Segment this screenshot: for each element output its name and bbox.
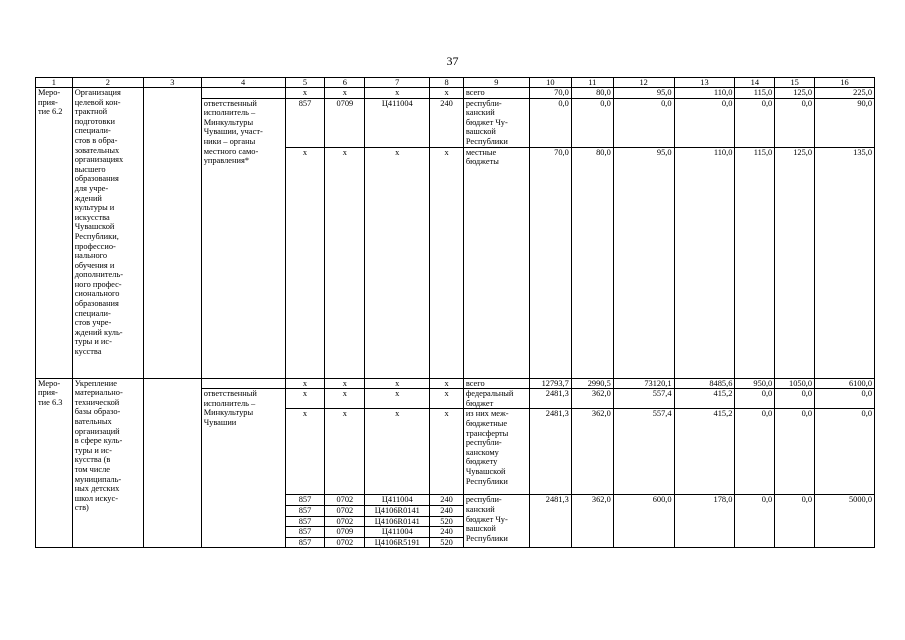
cell: x [430, 389, 464, 409]
value-cell: 73120,1 [613, 378, 674, 389]
cell: Ц4106R5191 [365, 537, 430, 548]
empty-cell [144, 88, 202, 379]
cell: x [430, 88, 464, 99]
cell: 857 [285, 516, 325, 527]
cell: Ц4106R0141 [365, 516, 430, 527]
column-header: 6 [325, 78, 365, 88]
cell: x [430, 378, 464, 389]
value-cell: 557,4 [613, 389, 674, 409]
cell: x [285, 147, 325, 378]
cell: Ц411004 [365, 495, 430, 506]
column-header: 12 [613, 78, 674, 88]
value-cell: 225,0 [815, 88, 875, 99]
column-header: 4 [201, 78, 285, 88]
value-cell: 12793,7 [529, 378, 571, 389]
cell: x [285, 389, 325, 409]
column-header: 5 [285, 78, 325, 88]
value-cell: 115,0 [735, 147, 775, 378]
budget-table [35, 77, 875, 548]
cell: 0709 [325, 98, 365, 147]
cell: 240 [430, 505, 464, 516]
cell: x [365, 88, 430, 99]
value-cell: 2481,3 [529, 389, 571, 409]
cell: x [325, 409, 365, 495]
column-header-row [36, 78, 875, 88]
cell: x [285, 378, 325, 389]
value-cell: 1050,0 [775, 378, 815, 389]
value-cell: 415,2 [674, 389, 735, 409]
value-cell: 110,0 [674, 147, 735, 378]
column-header: 10 [529, 78, 571, 88]
empty-cell [201, 88, 285, 99]
column-header: 9 [463, 78, 529, 88]
cell: x [430, 147, 464, 378]
cell: 0702 [325, 516, 365, 527]
cell: 0702 [325, 537, 365, 548]
value-cell: 110,0 [674, 88, 735, 99]
column-header: 7 [365, 78, 430, 88]
cell: 0709 [325, 527, 365, 538]
funding-source: местные бюджеты [463, 147, 529, 378]
cell: 0702 [325, 505, 365, 516]
table-row [36, 88, 875, 99]
cell: x [285, 409, 325, 495]
value-cell: 125,0 [775, 88, 815, 99]
value-cell: 415,2 [674, 409, 735, 495]
cell: x [365, 389, 430, 409]
column-header: 13 [674, 78, 735, 88]
value-cell: 95,0 [613, 88, 674, 99]
cell: 520 [430, 537, 464, 548]
cell: 857 [285, 505, 325, 516]
value-cell: 0,0 [735, 409, 775, 495]
value-cell: 0,0 [775, 98, 815, 147]
value-cell: 362,0 [571, 495, 613, 548]
cell: Ц411004 [365, 98, 430, 147]
cell: x [325, 88, 365, 99]
column-header: 3 [144, 78, 202, 88]
value-cell: 362,0 [571, 389, 613, 409]
executor: ответственный исполнитель – Минкультуры Чувашии, участ- ники – органы местного само- управления* [201, 98, 285, 378]
empty-cell [144, 378, 202, 548]
funding-source: республи- канский бюджет Чу- вашской Республики [463, 495, 529, 548]
value-cell: 70,0 [529, 88, 571, 99]
funding-source: всего [463, 88, 529, 99]
value-cell: 8485,6 [674, 378, 735, 389]
cell: x [325, 389, 365, 409]
value-cell: 0,0 [735, 98, 775, 147]
value-cell: 2481,3 [529, 409, 571, 495]
value-cell: 0,0 [674, 98, 735, 147]
value-cell: 950,0 [735, 378, 775, 389]
executor: ответственный исполнитель – Минкультуры Чувашии [201, 389, 285, 548]
cell: x [365, 147, 430, 378]
value-cell: 135,0 [815, 147, 875, 378]
value-cell: 5000,0 [815, 495, 875, 548]
cell: x [430, 409, 464, 495]
table-row [36, 378, 875, 389]
value-cell: 0,0 [735, 389, 775, 409]
cell: x [365, 409, 430, 495]
value-cell: 95,0 [613, 147, 674, 378]
cell: 857 [285, 537, 325, 548]
cell: Ц4106R0141 [365, 505, 430, 516]
value-cell: 0,0 [775, 409, 815, 495]
cell: 0702 [325, 495, 365, 506]
column-header: 15 [775, 78, 815, 88]
page-number: 37 [446, 54, 459, 68]
column-header: 8 [430, 78, 464, 88]
column-header: 2 [72, 78, 143, 88]
value-cell: 70,0 [529, 147, 571, 378]
value-cell: 0,0 [775, 389, 815, 409]
value-cell: 2481,3 [529, 495, 571, 548]
funding-source: всего [463, 378, 529, 389]
value-cell: 115,0 [735, 88, 775, 99]
value-cell: 80,0 [571, 88, 613, 99]
value-cell: 0,0 [529, 98, 571, 147]
cell: 240 [430, 527, 464, 538]
cell: x [285, 88, 325, 99]
column-header: 14 [735, 78, 775, 88]
cell: 240 [430, 495, 464, 506]
value-cell: 80,0 [571, 147, 613, 378]
measure-code: Меро- прия- тие 6.2 [36, 88, 73, 379]
cell: 240 [430, 98, 464, 147]
cell: x [365, 378, 430, 389]
value-cell: 600,0 [613, 495, 674, 548]
column-header: 11 [571, 78, 613, 88]
empty-cell [201, 378, 285, 389]
funding-source: федеральный бюджет [463, 389, 529, 409]
cell: 857 [285, 527, 325, 538]
funding-source: из них меж- бюджетные трансферты республи- канскому бюджету Чувашской Республики [463, 409, 529, 495]
value-cell: 178,0 [674, 495, 735, 548]
cell: x [325, 378, 365, 389]
column-header: 1 [36, 78, 73, 88]
value-cell: 557,4 [613, 409, 674, 495]
value-cell: 6100,0 [815, 378, 875, 389]
value-cell: 125,0 [775, 147, 815, 378]
value-cell: 0,0 [571, 98, 613, 147]
value-cell: 0,0 [735, 495, 775, 548]
cell: 857 [285, 495, 325, 506]
value-cell: 90,0 [815, 98, 875, 147]
column-header: 16 [815, 78, 875, 88]
value-cell: 0,0 [815, 389, 875, 409]
value-cell: 0,0 [613, 98, 674, 147]
cell: 857 [285, 98, 325, 147]
measure-name: Укрепление материально- технической базы образо- вательных организаций в сфере куль- туры и ис- кусства (в том числе муниципаль- ных детских школ искус- ств) [72, 378, 143, 548]
cell: 520 [430, 516, 464, 527]
value-cell: 0,0 [815, 409, 875, 495]
value-cell: 0,0 [775, 495, 815, 548]
cell: x [325, 147, 365, 378]
measure-code: Меро- прия- тие 6.3 [36, 378, 73, 548]
funding-source: республи- канский бюджет Чу- вашской Республики [463, 98, 529, 147]
value-cell: 362,0 [571, 409, 613, 495]
value-cell: 2990,5 [571, 378, 613, 389]
cell: Ц411004 [365, 527, 430, 538]
measure-name: Организация целевой кон- трактной подготовки специали- стов в обра- зовательных организациях высшего образования для учре- ждений культуры и искусства Чувашской Республики, профессио- нального обучения и дополнитель- ного профес- сионального образования специали- стов учре- ждений куль- туры и ис- кусства [72, 88, 143, 379]
